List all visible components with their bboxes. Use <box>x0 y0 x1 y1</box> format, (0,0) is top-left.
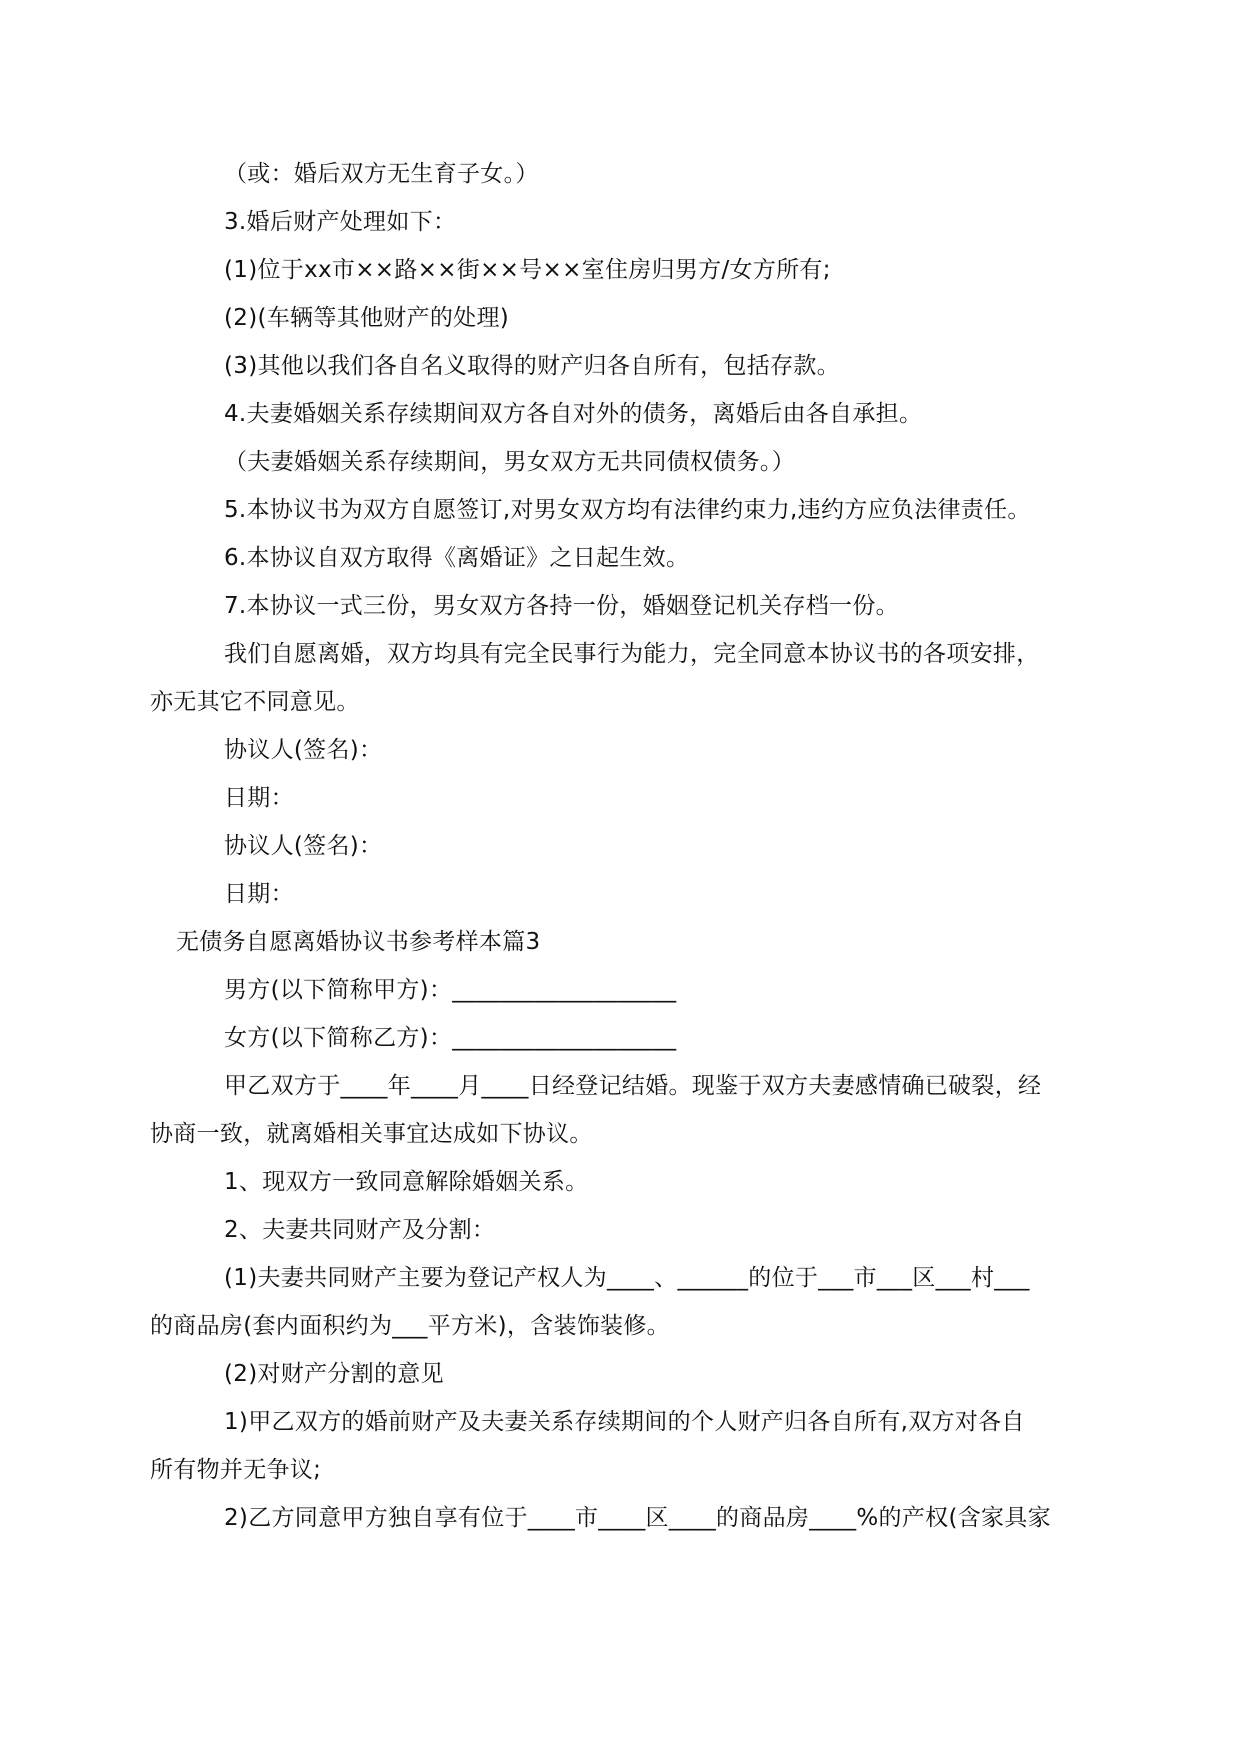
text-line: (1)位于xx市××路××街××号××室住房归男方/女方所有; <box>224 257 831 283</box>
text-line: 4.夫妻婚姻关系存续期间双方各自对外的债务，离婚后由各自承担。 <box>224 401 923 427</box>
text-line: 女方(以下简称乙方)：___________________ <box>224 1025 677 1051</box>
text-line: (2)对财产分割的意见 <box>224 1361 444 1387</box>
text-line: 6.本协议自双方取得《离婚证》之日起生效。 <box>224 545 690 571</box>
text-line: 甲乙双方于____年____月____日经登记结婚。现鉴于双方夫妻感情确已破裂，经 <box>224 1073 1042 1099</box>
text-line: (2)(车辆等其他财产的处理) <box>224 305 510 331</box>
text-line: 2)乙方同意甲方独自享有位于____市____区____的商品房____%的产权(含家具家 <box>224 1505 1051 1531</box>
signature-label: 协议人(签名)： <box>224 737 383 763</box>
text-line: （夫妻婚姻关系存续期间，男女双方无共同债权债务。） <box>224 449 795 475</box>
date-label: 日期： <box>224 881 294 907</box>
section-heading: 无债务自愿离婚协议书参考样本篇3 <box>176 929 541 955</box>
text-line: 亦无其它不同意见。 <box>150 689 360 715</box>
text-line: (1)夫妻共同财产主要为登记产权人为____、______的位于___市___区___村___ <box>224 1265 1030 1291</box>
signature-label: 协议人(签名)： <box>224 833 383 859</box>
text-line: 5.本协议书为双方自愿签订,对男女双方均有法律约束力,违约方应负法律责任。 <box>224 497 1031 523</box>
text-line: 男方(以下简称甲方)：___________________ <box>224 977 677 1003</box>
text-line: （或：婚后双方无生育子女。） <box>224 161 539 187</box>
text-line: 所有物并无争议; <box>150 1457 322 1483</box>
date-label: 日期： <box>224 785 294 811</box>
text-line: 2、夫妻共同财产及分割： <box>224 1217 496 1243</box>
text-line: 的商品房(套内面积约为___平方米)，含装饰装修。 <box>150 1313 670 1339</box>
text-line: 我们自愿离婚，双方均具有完全民事行为能力，完全同意本协议书的各项安排， <box>224 641 1040 667</box>
text-line: 1、现双方一致同意解除婚姻关系。 <box>224 1169 589 1195</box>
text-line: 1)甲乙双方的婚前财产及夫妻关系存续期间的个人财产归各自所有,双方对各自 <box>224 1409 1025 1435</box>
text-line: 3.婚后财产处理如下： <box>224 209 457 235</box>
text-line: 协商一致，就离婚相关事宜达成如下协议。 <box>150 1121 593 1147</box>
text-line: 7.本协议一式三份，男女双方各持一份，婚姻登记机关存档一份。 <box>224 593 899 619</box>
text-line: (3)其他以我们各自名义取得的财产归各自所有，包括存款。 <box>224 353 840 379</box>
